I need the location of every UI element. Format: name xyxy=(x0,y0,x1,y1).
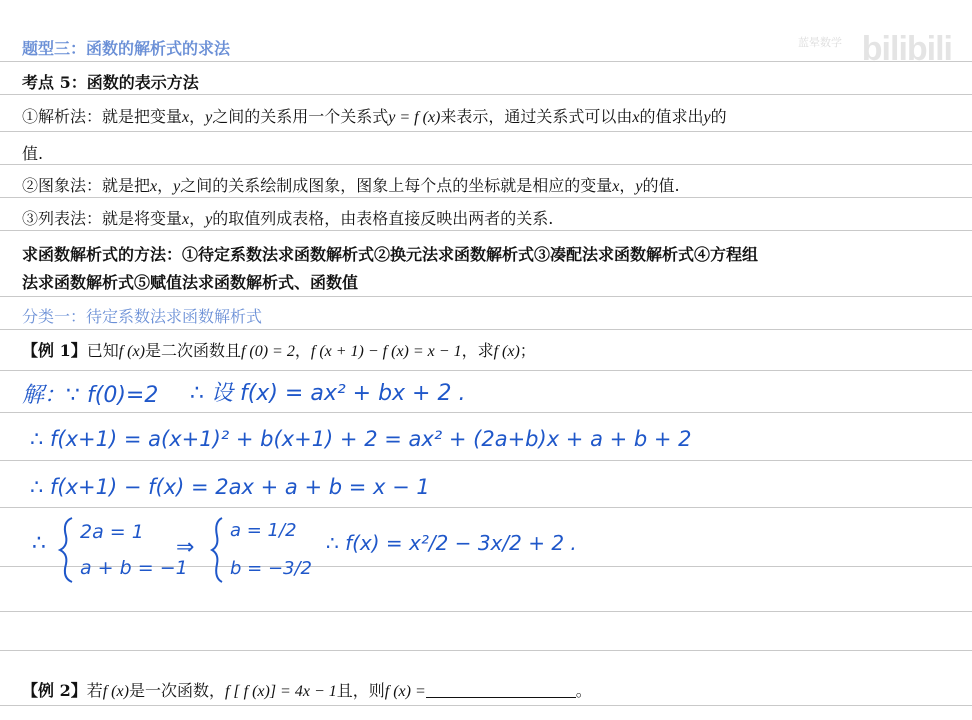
handwritten-solution xyxy=(0,360,972,610)
handwriting-line: 2a = 1 xyxy=(80,521,144,543)
handwriting-line: a + b = −1 xyxy=(80,557,188,579)
watermark-caption: 蓝晕数学 xyxy=(798,37,842,49)
item-analytic-method: ①解析法：就是把变量x，y之间的关系用一个关系式y = f (x)来表示，通过关系式可以由x的值求出y的 xyxy=(22,107,727,126)
methods-line-1: 求函数解析式的方法：①待定系数法求函数解析式②换元法求函数解析式③凑配法求函数解析式④方程组 xyxy=(22,245,759,264)
brace-mark xyxy=(212,518,222,582)
ruled-line xyxy=(0,164,972,165)
section-heading: 题型三：函数的解析式的求法 xyxy=(22,39,231,58)
ruled-line xyxy=(0,705,972,706)
handwriting-line: 解：∵ f(0)=2 xyxy=(22,383,159,408)
ruled-line xyxy=(0,131,972,132)
item-table-method: ③列表法：就是将变量x，y的取值列成表格，由表格直接反映出两者的关系. xyxy=(22,209,554,228)
item-analytic-method-cont: 值. xyxy=(22,144,44,163)
handwriting-line: b = −3/2 xyxy=(230,558,313,579)
handwriting-line: a = 1/2 xyxy=(230,520,297,541)
ruled-line xyxy=(0,329,972,330)
arrow-mark: ⇒ xyxy=(176,535,195,560)
point-title: 考点 5：函数的表示方法 xyxy=(22,73,199,92)
bilibili-logo: bilibili xyxy=(861,30,952,68)
ruled-line xyxy=(0,230,972,231)
answer-blank[interactable] xyxy=(426,683,576,698)
ruled-line xyxy=(0,94,972,95)
handwriting-line: ∴ 设 f(x) = ax² + bx + 2 . xyxy=(190,381,466,406)
handwriting-line: ∴ f(x) = x²/2 − 3x/2 + 2 . xyxy=(326,531,577,555)
category-heading: 分类一：待定系数法求函数解析式 xyxy=(22,307,263,326)
ruled-line xyxy=(0,61,972,62)
methods-line-2: 法求函数解析式⑤赋值法求函数解析式、函数值 xyxy=(22,273,359,292)
ruled-line xyxy=(0,197,972,198)
ruled-line xyxy=(0,296,972,297)
handwriting-line: ∴ f(x+1) − f(x) = 2ax + a + b = x − 1 xyxy=(30,475,430,499)
brace-mark xyxy=(60,518,72,582)
example-2: 【例 2】若f (x)是一次函数，f [ f (x)] = 4x − 1且，则f (x) = 。 xyxy=(22,681,592,700)
ruled-line xyxy=(0,611,972,612)
handwriting-line: ∴ f(x+1) = a(x+1)² + b(x+1) + 2 = ax² + (2a+b)x + a + b + 2 xyxy=(30,427,692,451)
therefore-mark: ∴ xyxy=(32,531,46,556)
example-1: 【例 1】已知f (x)是二次函数且f (0) = 2，f (x + 1) − f (x) = x − 1，求f (x)； xyxy=(22,341,536,360)
ruled-line xyxy=(0,650,972,651)
item-graph-method: ②图象法：就是把x，y之间的关系绘制成图象，图象上每个点的坐标就是相应的变量x，y的值. xyxy=(22,176,680,195)
